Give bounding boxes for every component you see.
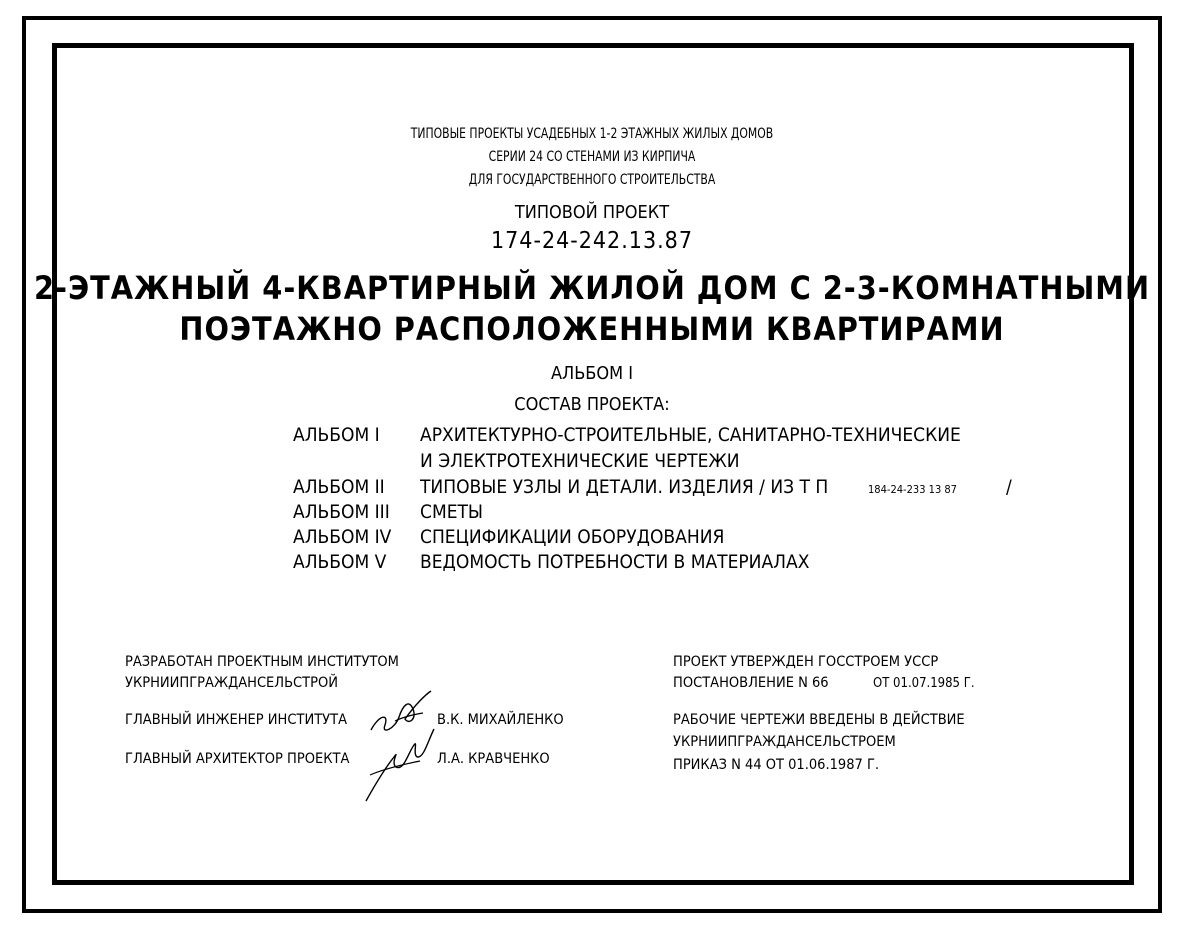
architect-signature — [360, 723, 440, 808]
album-2-tail: / — [1006, 476, 1012, 498]
album-4-label: АЛЬБОМ IV — [293, 526, 392, 548]
album-2-text: ТИПОВЫЕ УЗЛЫ И ДЕТАЛИ. ИЗДЕЛИЯ / ИЗ Т П — [420, 476, 829, 498]
approval-resolution: ПОСТАНОВЛЕНИЕ N 66 — [673, 675, 829, 691]
album-2-ref: 184-24-233 13 87 — [868, 483, 957, 496]
album-5-label: АЛЬБОМ V — [293, 551, 387, 573]
album-1-label: АЛЬБОМ I — [293, 424, 380, 446]
project-label: ТИПОВОЙ ПРОЕКТ — [514, 202, 670, 223]
chief-engineer-label: ГЛАВНЫЙ ИНЖЕНЕР ИНСТИТУТА — [125, 712, 347, 728]
developer-line-2: УКРНИИПГРАЖДАНСЕЛЬСТРОЙ — [125, 675, 339, 691]
title-line-2: ПОЭТАЖНО РАСПОЛОЖЕННЫМИ КВАРТИРАМИ — [179, 310, 1005, 348]
approval-line-4: УКРНИИПГРАЖДАНСЕЛЬСТРОЕМ — [673, 734, 896, 750]
approval-line-5: ПРИКАЗ N 44 ОТ 01.06.1987 Г. — [673, 757, 880, 773]
album-label: АЛЬБОМ I — [550, 363, 634, 384]
album-5-text: ВЕДОМОСТЬ ПОТРЕБНОСТИ В МАТЕРИАЛАХ — [420, 551, 810, 573]
approval-date: ОТ 01.07.1985 Г. — [873, 676, 975, 691]
album-2-label: АЛЬБОМ II — [293, 476, 385, 498]
album-1-text: АРХИТЕКТУРНО-СТРОИТЕЛЬНЫЕ, САНИТАРНО-ТЕХНИЧЕСКИЕ — [420, 424, 961, 446]
approval-line-1: ПРОЕКТ УТВЕРЖДЕН ГОССТРОЕМ УССР — [673, 654, 939, 670]
album-3-label: АЛЬБОМ III — [293, 501, 390, 523]
title-line-1: 2-ЭТАЖНЫЙ 4-КВАРТИРНЫЙ ЖИЛОЙ ДОМ С 2-3-КОМНАТНЫМИ — [33, 269, 1151, 307]
chief-architect-name: Л.А. КРАВЧЕНКО — [437, 751, 550, 767]
album-4-text: СПЕЦИФИКАЦИИ ОБОРУДОВАНИЯ — [420, 526, 725, 548]
album-3-text: СМЕТЫ — [420, 501, 484, 523]
series-line-2: СЕРИИ 24 СО СТЕНАМИ ИЗ КИРПИЧА — [488, 149, 696, 165]
album-1-text-cont: И ЭЛЕКТРОТЕХНИЧЕСКИЕ ЧЕРТЕЖИ — [420, 450, 740, 472]
series-line-1: ТИПОВЫЕ ПРОЕКТЫ УСАДЕБНЫХ 1-2 ЭТАЖНЫХ ЖИЛЫХ ДОМОВ — [410, 126, 774, 142]
series-line-3: ДЛЯ ГОСУДАРСТВЕННОГО СТРОИТЕЛЬСТВА — [468, 172, 716, 188]
composition-heading: СОСТАВ ПРОЕКТА: — [514, 394, 670, 415]
project-number: 174-24-242.13.87 — [490, 228, 694, 254]
approval-line-3: РАБОЧИЕ ЧЕРТЕЖИ ВВЕДЕНЫ В ДЕЙСТВИЕ — [673, 712, 965, 728]
chief-architect-label: ГЛАВНЫЙ АРХИТЕКТОР ПРОЕКТА — [125, 751, 350, 767]
chief-engineer-name: В.К. МИХАЙЛЕНКО — [437, 712, 564, 728]
developer-line-1: РАЗРАБОТАН ПРОЕКТНЫМ ИНСТИТУТОМ — [125, 654, 399, 670]
